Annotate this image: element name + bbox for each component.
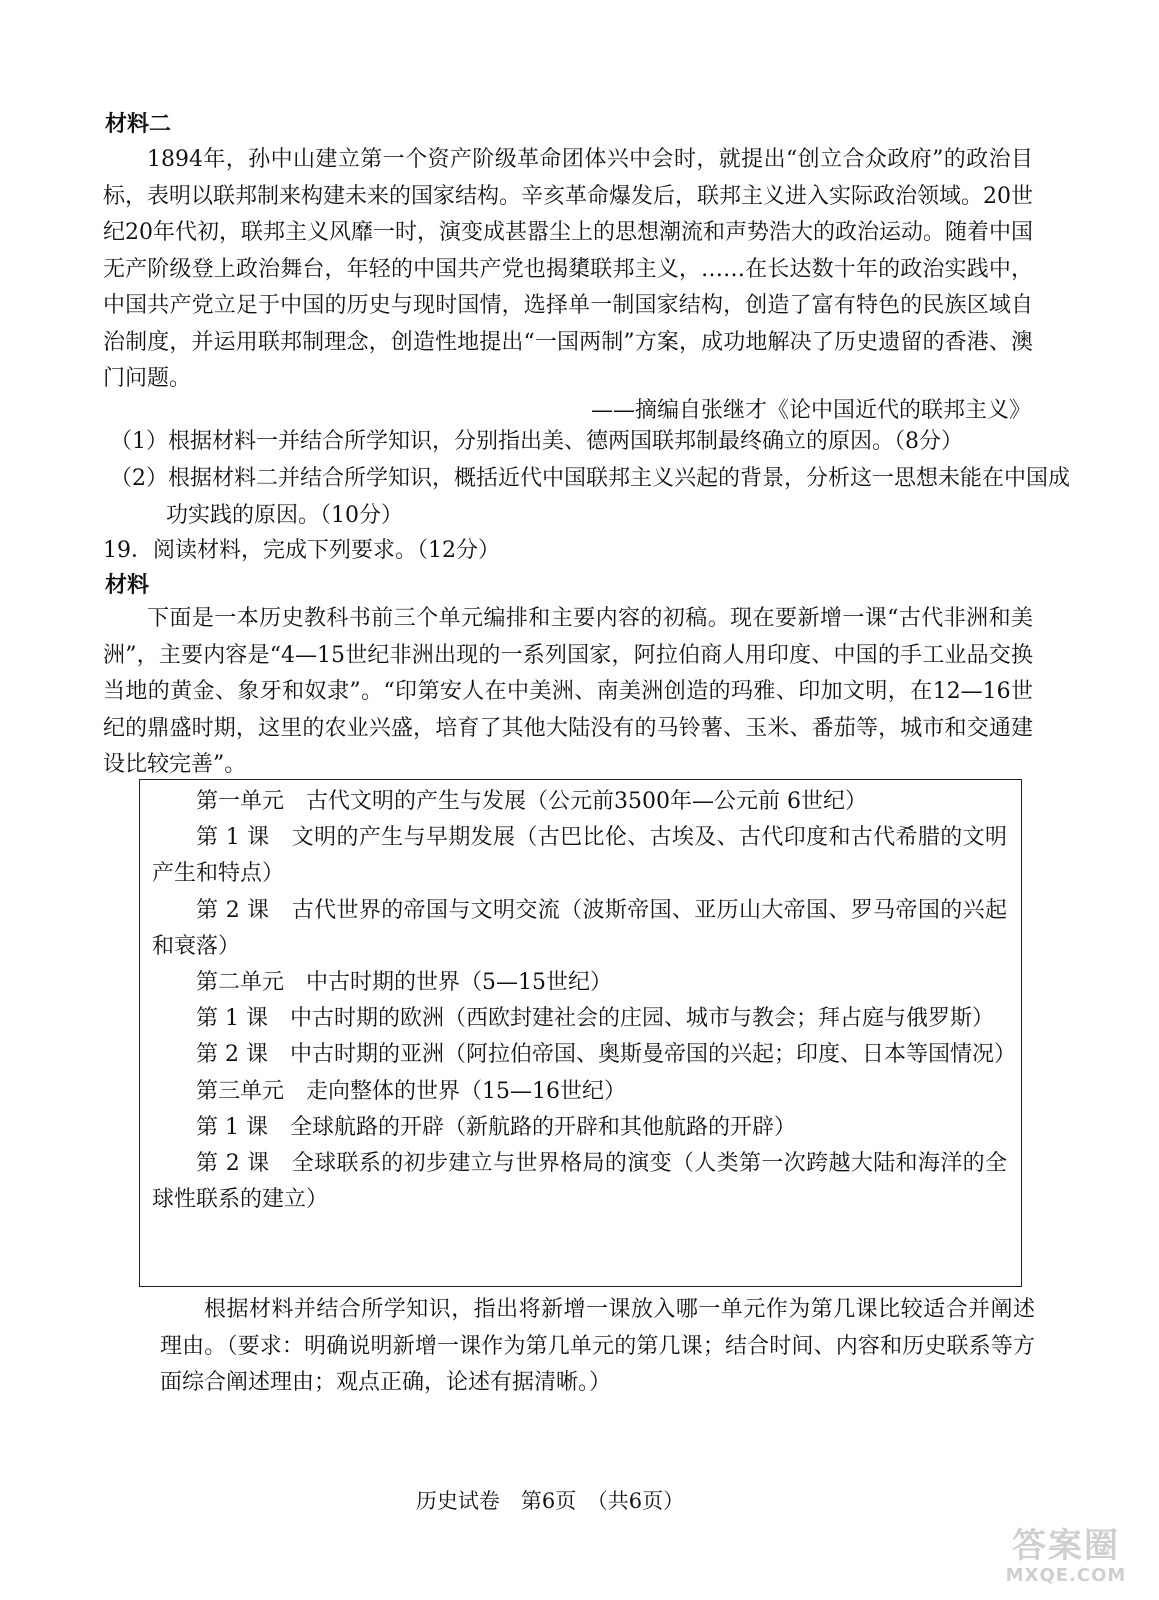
outline-unit-3: 第三单元 走向整体的世界（15—16世纪） — [196, 1078, 626, 1104]
outline-unit-2-lesson-1: 第 1 课 中古时期的欧洲（西欧封建社会的庄园、城市与教会；拜占庭与俄罗斯） — [196, 1006, 994, 1032]
outline-unit-3-lesson-1: 第 1 课 全球航路的开辟（新航路的开辟和其他航路的开辟） — [196, 1114, 796, 1140]
outline-unit-1-lesson-2: 第 2 课 古代世界的帝国与文明交流（波斯帝国、亚历山大帝国、罗马帝国的兴起和衰落） — [152, 897, 1007, 959]
material2-source: ——摘编自张继才《论中国近代的联邦主义》 — [590, 398, 1031, 423]
q19-material-paragraph: 下面是一本历史教科书前三个单元编排和主要内容的初稿。现在要新增一课“古代非洲和美洲”，主要内容是“4—15世纪非洲出现的一系列国家，阿拉伯商人用印度、中国的手工业品交换当地的黄金、象牙和奴隶”。“印第安人在中美洲、南美洲创造的玛雅、印加文明，在12—16世纪的鼎盛时期，这里的农业兴盛，培育了其他大陆没有的马铃薯、玉米、番茄等，城市和交通建设比较完善”。 — [103, 606, 1034, 777]
material2-paragraph: 1894年，孙中山建立第一个资产阶级革命团体兴中会时，就提出“创立合众政府”的政治目标，表明以联邦制来构建未来的国家结构。辛亥革命爆发后，联邦主义进入实际政治领域。20世纪20年代初，联邦主义风靡一时，演变成甚嚣尘上的思想潮流和声势浩大的政治运动。随着中国无产阶级登上政治舞台，年轻的中国共产党也揭橥联邦主义，……在长达数十年的政治实践中，中国共产党立足于中国的历史与现时国情，选择单一制国家结构，创造了富有特色的民族区域自治制度，并运用联邦制理念，创造性地提出“一国两制”方案，成功地解决了历史遗留的香港、澳门问题。 — [103, 147, 1033, 391]
textbook-outline-box — [139, 779, 1022, 1287]
material2-heading: 材料二 — [105, 112, 172, 137]
q19-material-heading: 材料 — [105, 573, 150, 598]
question-1: （1）根据材料一并结合所学知识，分别指出美、德两国联邦制最终确立的原因。（8分） — [110, 429, 963, 454]
outline-unit-2-lesson-2: 第 2 课 中古时期的亚洲（阿拉伯帝国、奥斯曼帝国的兴起；印度、日本等国情况） — [196, 1042, 1016, 1068]
outline-unit-1: 第一单元 古代文明的产生与发展（公元前3500年—公元前 6世纪） — [196, 789, 867, 814]
watermark-top-text: 答案圈 — [1012, 1526, 1120, 1566]
watermark-bottom-text: MXQE.COM — [1005, 1565, 1127, 1586]
outline-unit-2: 第二单元 中古时期的世界（5—15世纪） — [196, 970, 612, 996]
page-footer: 历史试卷 第6页 （共6页） — [415, 1489, 685, 1513]
outline-unit-3-lesson-2: 第 2 课 全球联系的初步建立与世界格局的演变（人类第一次跨越大陆和海洋的全球性联系的建立） — [152, 1151, 1007, 1213]
q19-requirement: 根据材料并结合所学知识，指出将新增一课放入哪一单元作为第几课比较适合并阐述理由。（要求：明确说明新增一课作为第几单元的第几课；结合时间、内容和历史联系等方面综合阐述理由；观点正确，论述有据清晰。） — [160, 1297, 1035, 1395]
question-2: （2）根据材料二并结合所学知识，概括近代中国联邦主义兴起的背景，分析这一思想未能在中国成功实践的原因。（10分） — [110, 466, 1071, 528]
q19-title: 19．阅读材料，完成下列要求。（12分） — [103, 538, 500, 563]
outline-unit-1-lesson-1: 第 1 课 文明的产生与早期发展（古巴比伦、古埃及、古代印度和古代希腊的文明产生和特点） — [152, 825, 1007, 887]
site-watermark-logo — [991, 1526, 1141, 1590]
